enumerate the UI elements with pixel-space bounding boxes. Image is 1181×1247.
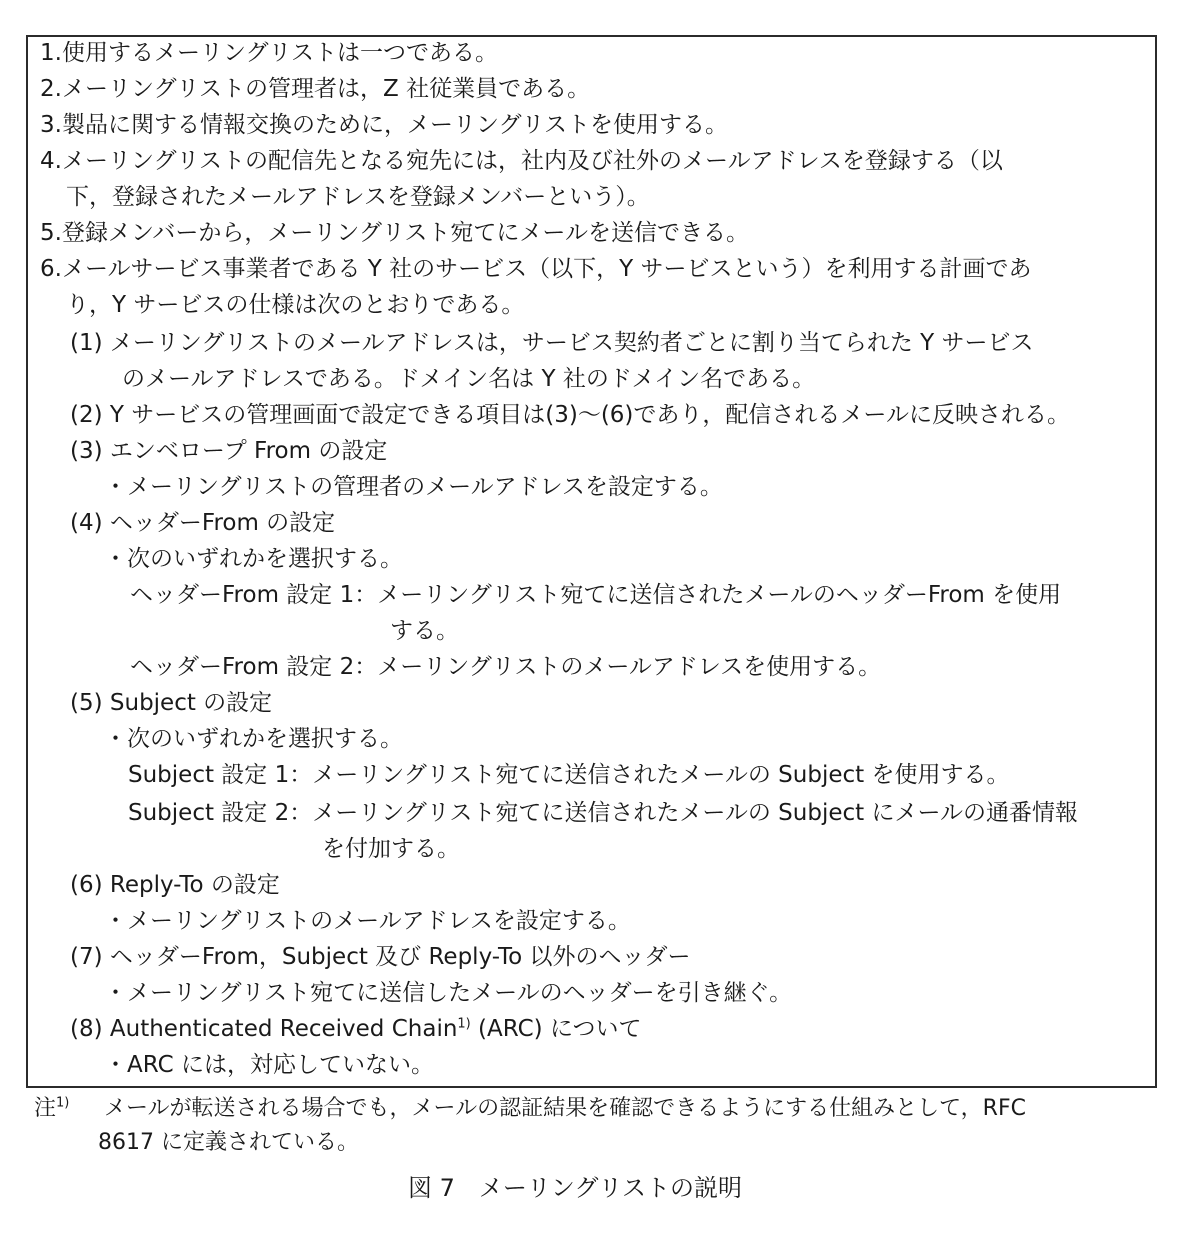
footnote-marker: [34, 1094, 69, 1124]
subject-setting-2: Subject 設定 2：メーリングリスト宛てに送信されたメールの Subject にメールの通番情報: [128, 800, 1078, 826]
spec-6: (6) Reply-To の設定: [70, 872, 280, 898]
spec-8: [70, 1014, 642, 1044]
item-4-cont: 下，登録されたメールアドレスを登録メンバーという）。: [66, 184, 650, 210]
spec-8-text: (8) Authenticated Received Chain: [70, 1016, 458, 1042]
footnote-ref: 1): [457, 1016, 471, 1032]
spec-6-bullet: ・メーリングリストのメールアドレスを設定する。: [104, 908, 631, 934]
header-from-setting-1: ヘッダーFrom 設定 1：メーリングリスト宛てに送信されたメールのヘッダーFrom を使用: [130, 582, 1062, 608]
spec-4: (4) ヘッダーFrom の設定: [70, 510, 336, 536]
item-5: 5.登録メンバーから，メーリングリスト宛てにメールを送信できる。: [40, 220, 749, 246]
spec-8-text-end: (ARC) について: [470, 1016, 642, 1042]
spec-1: (1) メーリングリストのメールアドレスは，サービス契約者ごとに割り当てられた Y サービス: [70, 330, 1034, 356]
spec-3: (3) エンベロープ From の設定: [70, 438, 388, 464]
spec-7: (7) ヘッダーFrom，Subject 及び Reply-To 以外のヘッダー: [70, 944, 691, 970]
spec-7-bullet: ・メーリングリスト宛てに送信したメールのヘッダーを引き継ぐ。: [104, 980, 793, 1006]
subject-setting-2-cont: を付加する。: [322, 836, 460, 862]
subject-setting-1: Subject 設定 1：メーリングリスト宛てに送信されたメールの Subject を使用する。: [128, 762, 1010, 788]
item-4: 4.メーリングリストの配信先となる宛先には，社内及び社外のメールアドレスを登録する（以: [40, 148, 1003, 174]
footnote-label: 注: [34, 1096, 57, 1121]
spec-3-bullet: ・メーリングリストの管理者のメールアドレスを設定する。: [104, 474, 723, 500]
spec-5: (5) Subject の設定: [70, 690, 273, 716]
spec-4-bullet: ・次のいずれかを選択する。: [104, 546, 403, 572]
footnote-line-2: 8617 に定義されている。: [98, 1130, 359, 1155]
spec-8-bullet: ・ARC には，対応していない。: [104, 1052, 434, 1078]
footnote-number: 1): [56, 1095, 70, 1111]
spec-2: (2) Y サービスの管理画面で設定できる項目は(3)～(6)であり，配信されるメールに反映される。: [70, 402, 1070, 428]
spec-1-cont: のメールアドレスである。ドメイン名は Y 社のドメイン名である。: [122, 366, 816, 392]
item-6-cont: り，Y サービスの仕様は次のとおりである。: [66, 292, 525, 318]
figure-caption: 図 7 メーリングリストの説明: [408, 1174, 742, 1202]
header-from-setting-1-cont: する。: [390, 618, 459, 644]
spec-5-bullet: ・次のいずれかを選択する。: [104, 726, 403, 752]
header-from-setting-2: ヘッダーFrom 設定 2：メーリングリストのメールアドレスを使用する。: [130, 654, 882, 680]
footnote-line-1: メールが転送される場合でも，メールの認証結果を確認できるようにする仕組みとして，RFC: [104, 1096, 1026, 1121]
item-6: 6.メールサービス事業者である Y 社のサービス（以下，Y サービスという）を利用する計画であ: [40, 256, 1032, 282]
item-1: 1.使用するメーリングリストは一つである。: [40, 40, 499, 66]
item-3: 3.製品に関する情報交換のために，メーリングリストを使用する。: [40, 112, 729, 138]
item-2: 2.メーリングリストの管理者は，Z 社従業員である。: [40, 76, 591, 102]
